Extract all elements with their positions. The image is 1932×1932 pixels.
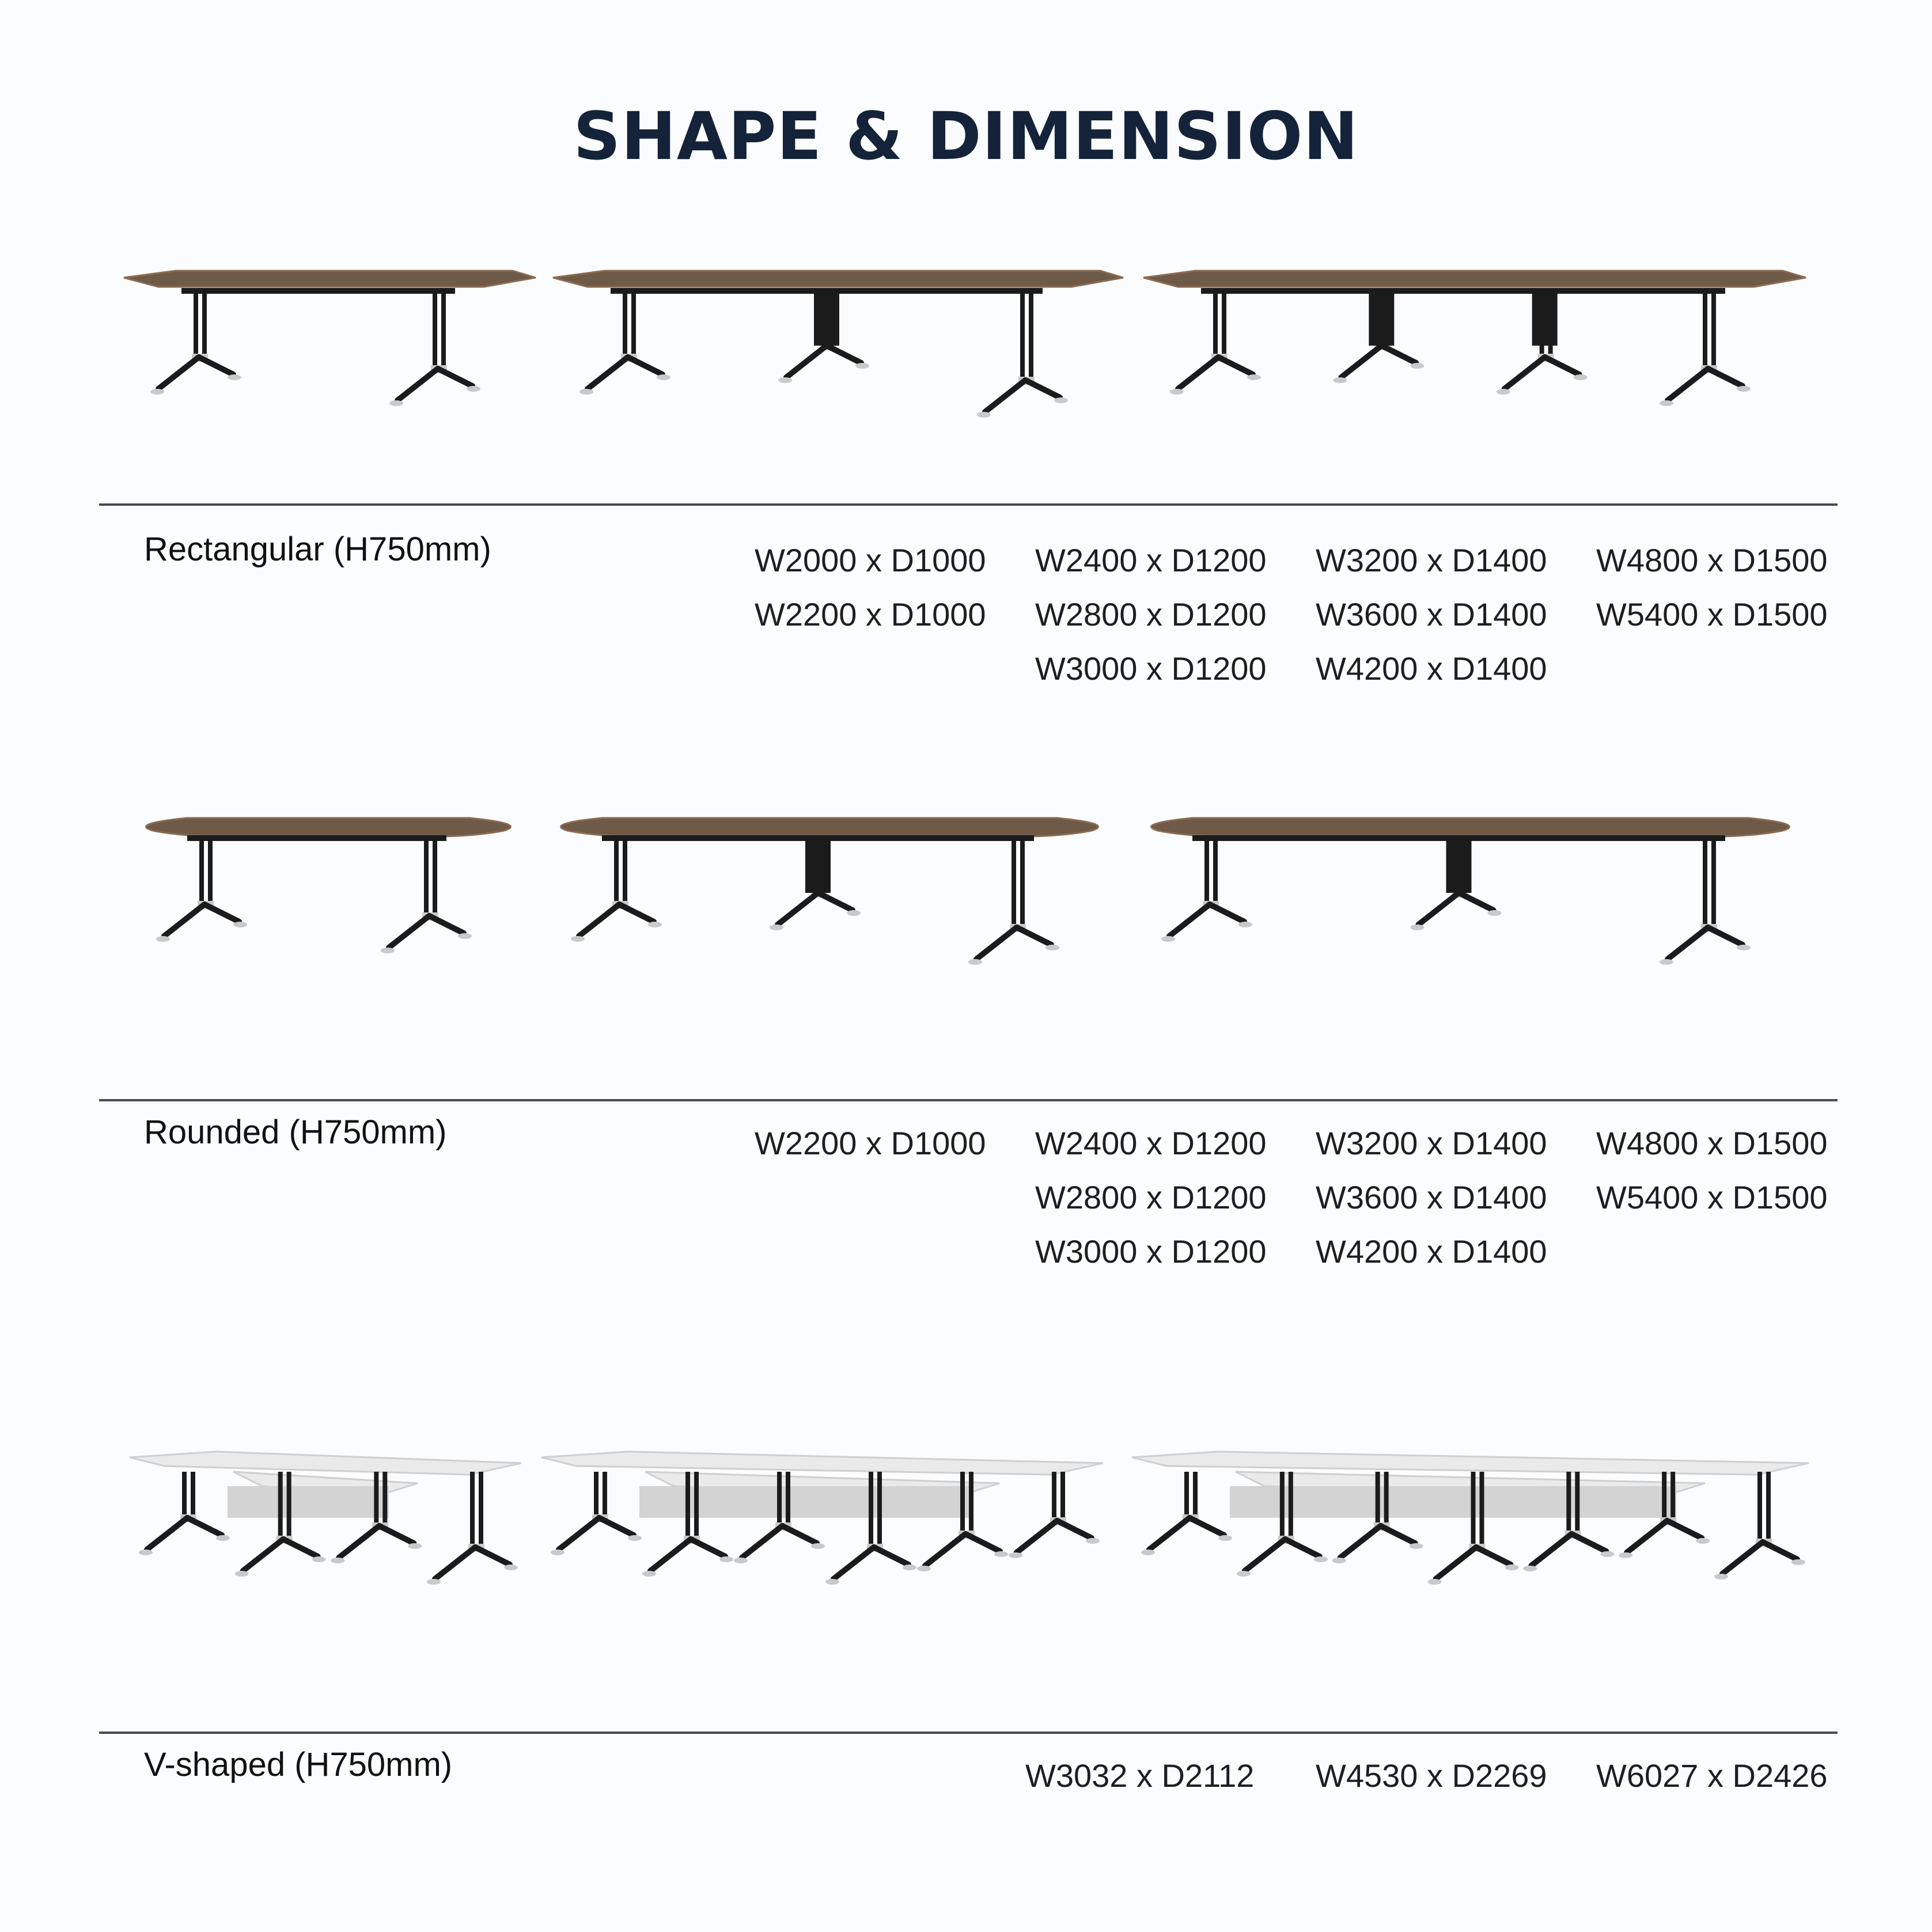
leg-glide xyxy=(1737,386,1751,392)
leg-foot xyxy=(1763,1542,1797,1559)
rectangular-label: Rectangular (H750mm) xyxy=(144,531,491,568)
cable-spine xyxy=(1369,294,1394,346)
v-table-large xyxy=(0,1429,1932,1670)
leg-glide xyxy=(1737,945,1751,950)
dim-rect-c3-r3: W4200 x D1400 xyxy=(1316,650,1547,687)
table-leg xyxy=(1204,841,1209,904)
v-shaped-label: V-shaped (H750mm) xyxy=(144,1746,453,1783)
leg-foot xyxy=(1436,1547,1476,1579)
leg-foot xyxy=(1459,893,1494,910)
leg-foot xyxy=(1668,369,1708,400)
dim-rect-c1-r1: W2000 x D1000 xyxy=(755,542,986,578)
leg-glide xyxy=(1660,959,1673,965)
leg-glide xyxy=(1600,1551,1614,1557)
dim-round-c1-r1: W2200 x D1000 xyxy=(755,1125,986,1161)
dim-rect-c4-r1: W4800 x D1500 xyxy=(1596,542,1828,578)
modesty-panel xyxy=(1230,1486,1676,1518)
leg-foot xyxy=(1218,357,1253,374)
table-leg xyxy=(1575,1472,1579,1534)
dim-v-c2-r1: W3032 x D2112 xyxy=(1025,1757,1255,1794)
dim-rect-c3-r2: W3600 x D1400 xyxy=(1316,596,1547,632)
leg-foot xyxy=(1285,1539,1320,1556)
dim-v-c3-r1: W4530 x D2269 xyxy=(1316,1757,1547,1794)
rounded-divider xyxy=(99,1099,1838,1101)
table-leg xyxy=(1213,841,1218,904)
leg-foot xyxy=(1149,1518,1189,1550)
leg-foot xyxy=(1341,346,1381,377)
leg-glide xyxy=(1410,1543,1423,1549)
leg-glide xyxy=(1523,1566,1537,1571)
dim-round-c2-r3: W3000 x D1200 xyxy=(1035,1233,1267,1270)
leg-foot xyxy=(1667,1521,1702,1538)
table-apron xyxy=(1192,835,1725,841)
rounded-table-large xyxy=(0,795,1932,1037)
table-leg xyxy=(1766,1472,1771,1542)
page-title: SHAPE & DIMENSION xyxy=(573,98,1359,175)
table-leg xyxy=(1213,294,1218,357)
leg-glide xyxy=(1696,1538,1710,1544)
leg-glide xyxy=(1332,1558,1346,1563)
leg-glide xyxy=(1411,925,1425,930)
leg-foot xyxy=(1668,927,1708,959)
leg-glide xyxy=(1161,936,1175,942)
table-apron xyxy=(1201,288,1725,294)
leg-glide xyxy=(1791,1559,1805,1565)
leg-glide xyxy=(1428,1579,1442,1585)
table-leg xyxy=(1703,294,1707,369)
leg-glide xyxy=(1410,363,1424,369)
leg-glide xyxy=(1333,377,1347,383)
table-leg xyxy=(1289,1472,1293,1539)
table-leg xyxy=(1280,1472,1285,1539)
table-leg xyxy=(1566,1472,1571,1534)
dim-round-c3-r3: W4200 x D1400 xyxy=(1316,1233,1547,1270)
table-leg xyxy=(1222,294,1226,357)
v-shaped-table-images xyxy=(0,1429,1932,1670)
dim-rect-c2-r1: W2400 x D1200 xyxy=(1035,542,1267,578)
leg-foot xyxy=(1210,904,1244,922)
leg-glide xyxy=(1619,1552,1632,1558)
leg-foot xyxy=(1505,357,1545,389)
leg-glide xyxy=(1505,1564,1519,1570)
leg-foot xyxy=(1627,1521,1667,1552)
dim-rect-c2-r2: W2800 x D1200 xyxy=(1035,596,1267,632)
leg-foot xyxy=(1178,357,1218,389)
dim-round-c3-r2: W3600 x D1400 xyxy=(1316,1179,1547,1215)
leg-glide xyxy=(1497,389,1510,395)
leg-foot xyxy=(1340,1526,1381,1558)
table-leg xyxy=(1384,1472,1389,1526)
rectangular-table-images xyxy=(0,253,1932,495)
dim-round-c4-r1: W4800 x D1500 xyxy=(1596,1125,1828,1161)
table-leg xyxy=(1711,294,1716,369)
leg-glide xyxy=(1141,1550,1155,1555)
leg-foot xyxy=(1531,1534,1571,1566)
tabletop xyxy=(1151,818,1790,836)
leg-foot xyxy=(1189,1518,1224,1535)
cable-spine xyxy=(1532,294,1558,346)
table-leg xyxy=(1757,1472,1762,1542)
table-leg xyxy=(1480,1472,1484,1547)
leg-glide xyxy=(1170,389,1184,395)
rectangular-divider xyxy=(99,503,1838,506)
dim-rect-c3-r1: W3200 x D1400 xyxy=(1316,542,1547,578)
leg-foot xyxy=(1476,1547,1511,1564)
leg-glide xyxy=(1238,922,1252,927)
leg-glide xyxy=(1574,374,1588,380)
dim-rect-c1-r2: W2200 x D1000 xyxy=(755,596,986,632)
rounded-label: Rounded (H750mm) xyxy=(144,1113,447,1151)
table-leg xyxy=(1471,1472,1476,1547)
leg-foot xyxy=(1381,1526,1415,1543)
leg-foot xyxy=(1571,1534,1606,1551)
leg-foot xyxy=(1708,927,1742,945)
leg-foot xyxy=(1545,357,1579,374)
leg-foot xyxy=(1245,1539,1285,1571)
leg-glide xyxy=(1247,374,1261,380)
tabletop xyxy=(1143,271,1806,287)
dim-round-c4-r2: W5400 x D1500 xyxy=(1596,1179,1828,1215)
leg-glide xyxy=(1314,1556,1328,1562)
dim-rect-c2-r3: W3000 x D1200 xyxy=(1035,650,1267,687)
dim-round-c2-r2: W2800 x D1200 xyxy=(1035,1179,1267,1215)
leg-glide xyxy=(1660,400,1673,406)
dim-round-c3-r1: W3200 x D1400 xyxy=(1316,1125,1547,1161)
rounded-table-images xyxy=(0,795,1932,1037)
leg-foot xyxy=(1419,893,1459,925)
leg-glide xyxy=(1237,1571,1251,1577)
dim-v-c4-r1: W6027 x D2426 xyxy=(1596,1757,1828,1794)
table-leg xyxy=(1711,841,1716,927)
leg-foot xyxy=(1722,1542,1763,1574)
leg-foot xyxy=(1169,904,1210,936)
leg-glide xyxy=(1714,1574,1728,1579)
table-leg xyxy=(1670,1472,1675,1521)
table-leg xyxy=(1193,1472,1198,1518)
table-leg xyxy=(1376,1472,1380,1526)
dim-round-c2-r1: W2400 x D1200 xyxy=(1035,1125,1267,1161)
leg-glide xyxy=(1218,1535,1232,1541)
table-leg xyxy=(1184,1472,1189,1518)
leg-glide xyxy=(1488,910,1502,916)
leg-foot xyxy=(1708,369,1742,386)
cable-spine xyxy=(1446,841,1472,893)
v-shaped-divider xyxy=(99,1732,1838,1734)
table-leg xyxy=(1662,1472,1666,1521)
dim-rect-c4-r2: W5400 x D1500 xyxy=(1596,596,1828,632)
leg-foot xyxy=(1381,346,1416,363)
rect-table-large xyxy=(0,253,1932,495)
table-leg xyxy=(1703,841,1707,927)
v-tabletop-back xyxy=(1132,1452,1809,1475)
